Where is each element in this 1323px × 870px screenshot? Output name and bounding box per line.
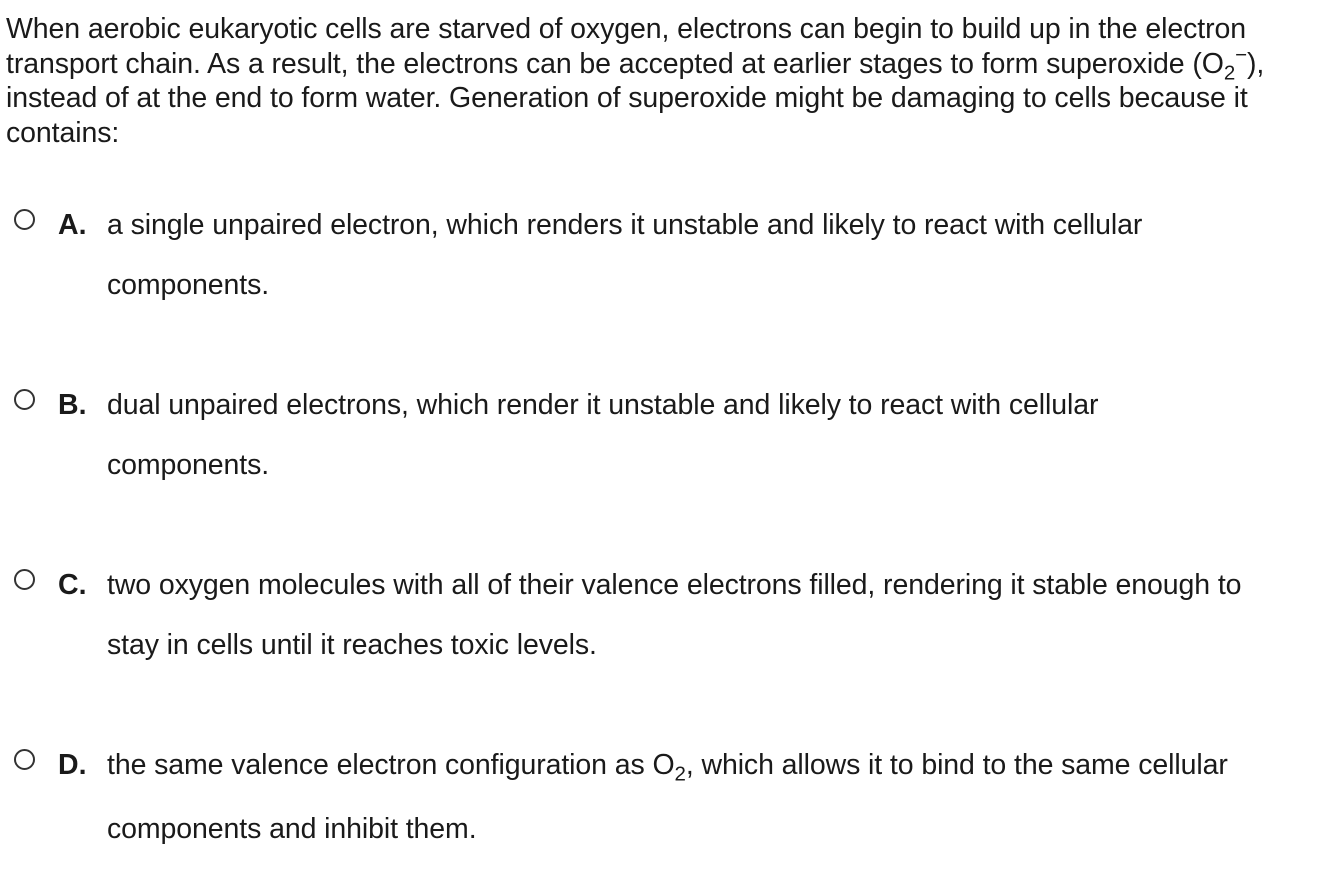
question-stem <box>6 12 1320 150</box>
option-d-line1-part2: , which allows it to bind to the same cellular <box>685 749 1228 781</box>
stem-subscript: 2 <box>1223 61 1236 85</box>
option-b-line1: dual unpaired electrons, which render it unstable and likely to react with cellular <box>107 389 1099 421</box>
option-letter-c: C. <box>58 569 87 601</box>
option-letter-d: D. <box>58 749 87 781</box>
option-d-line1 <box>107 735 1317 795</box>
radio-button-b[interactable] <box>14 389 35 410</box>
option-letter-b: B. <box>58 389 87 421</box>
option-letter-a: A. <box>58 209 87 241</box>
radio-button-a[interactable] <box>14 209 35 230</box>
option-c-line1: two oxygen molecules with all of their valence electrons filled, rendering it stable enough to <box>107 569 1242 601</box>
radio-button-d[interactable] <box>14 749 35 770</box>
option-a-line1: a single unpaired electron, which renders it unstable and likely to react with cellular <box>107 209 1143 241</box>
option-d-line2: components and inhibit them. <box>107 813 477 845</box>
option-text-c[interactable] <box>107 555 1317 675</box>
option-d-subscript: 2 <box>674 762 686 786</box>
radio-button-c[interactable] <box>14 569 35 590</box>
stem-text-part1: When aerobic eukaryotic cells are starved of oxygen, electrons can begin to build up in the electron transport chain. As a result, the electrons can be accepted at earlier stages to form superoxide (O <box>6 13 1246 80</box>
option-a-line2: components. <box>107 269 270 301</box>
option-text-d[interactable] <box>107 735 1317 863</box>
stem-text-part2: ), instead of at the end to form water. Generation of superoxide might be damaging to cells because it contains: <box>6 47 1265 149</box>
option-text-b[interactable] <box>107 375 1317 495</box>
option-text-a[interactable] <box>107 195 1317 315</box>
option-d-line1-part1: the same valence electron configuration as O <box>107 749 675 781</box>
option-b-line2: components. <box>107 449 270 481</box>
stem-superscript: − <box>1235 43 1248 67</box>
option-c-line2: stay in cells until it reaches toxic levels. <box>107 629 597 661</box>
